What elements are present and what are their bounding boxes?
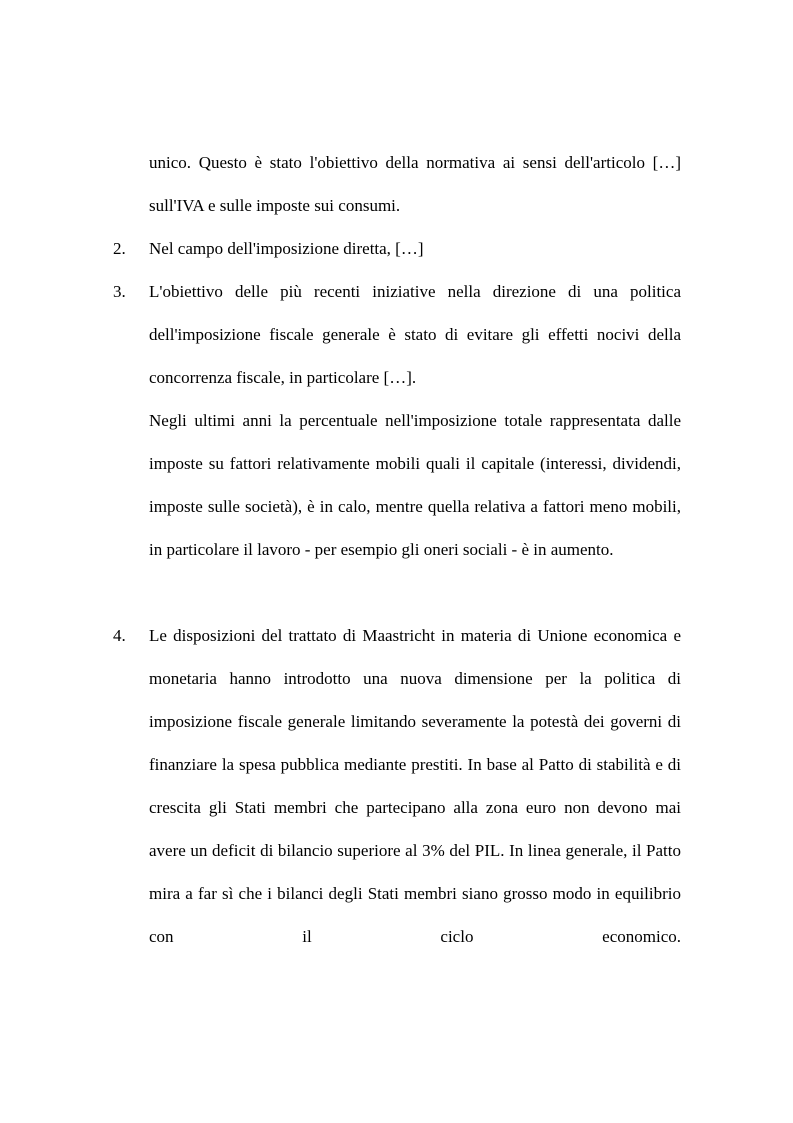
- list-item-body: [149, 227, 681, 270]
- list-item-paragraph: Le disposizioni del trattato di Maastricht in materia di Unione economica e monetaria hanno introdotto una nuova dimensione per la politica di imposizione fiscale generale limitando severamente la potestà dei governi di finanziare la spesa pubblica mediante prestiti. In base al Patto di stabilità e di crescita gli Stati membri che partecipano alla zona euro non devono mai avere un deficit di bilancio superiore al 3% del PIL. In linea generale, il Patto mira a far sì che i bilanci degli Stati membri siano grosso modo in equilibrio con il ciclo economico.: [149, 626, 681, 946]
- list-item-paragraph: Negli ultimi anni la percentuale nell'imposizione totale rappresentata dalle imposte su fattori relativamente mobili quali il capitale (interessi, dividendi, imposte sulle società), è in calo, mentre quella relativa a fattori meno mobili, in particolare il lavoro - per esempio gli oneri sociali - è in aumento.: [149, 411, 681, 559]
- continuation-text: unico. Questo è stato l'obiettivo della normativa ai sensi dell'articolo […] sull'IVA e sulle imposte sui consumi.: [149, 153, 681, 215]
- list-item-body: [149, 614, 681, 958]
- list-item-body: [149, 270, 681, 571]
- list-item-number: 3.: [113, 282, 126, 301]
- list-item-number: 4.: [113, 626, 126, 645]
- list-item-paragraph: L'obiettivo delle più recenti iniziative nella direzione di una politica dell'imposizione fiscale generale è stato di evitare gli effetti nocivi della concorrenza fiscale, in particolare […].: [149, 282, 681, 387]
- continuation-paragraph: [149, 141, 681, 227]
- list-item-number: 2.: [113, 239, 126, 258]
- list-item-paragraph: Nel campo dell'imposizione diretta, […]: [149, 239, 424, 258]
